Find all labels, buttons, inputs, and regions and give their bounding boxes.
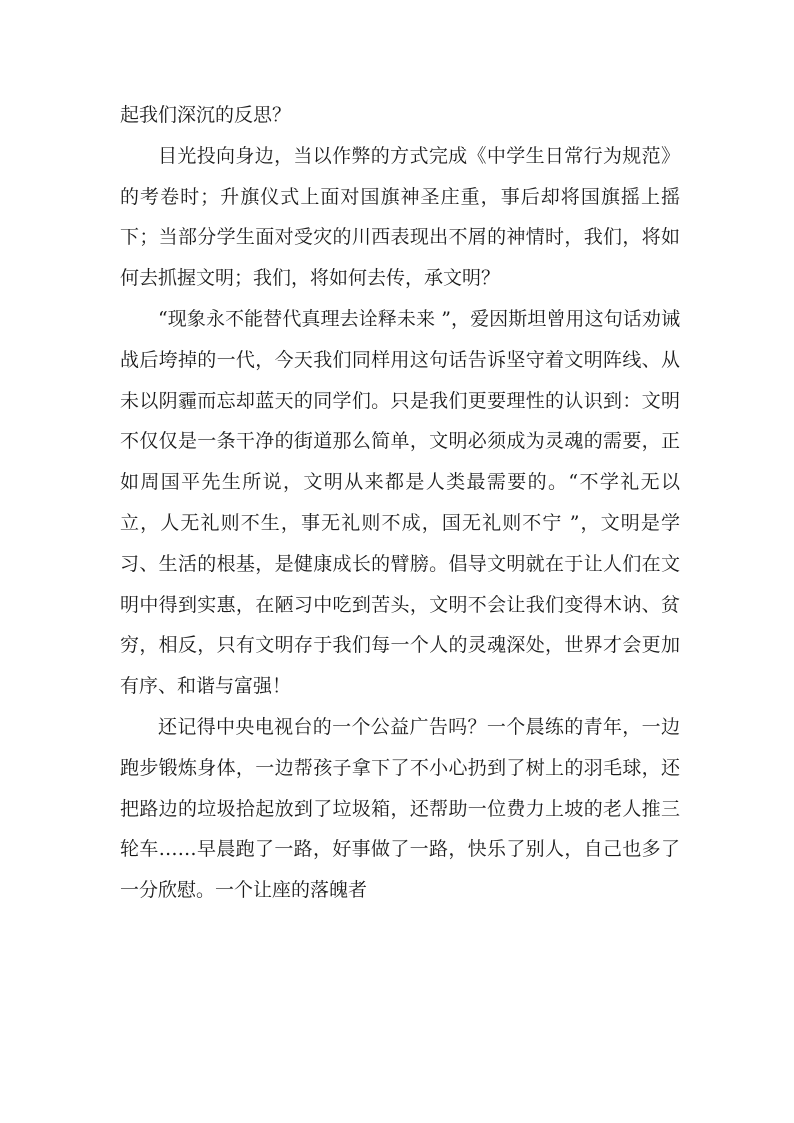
paragraph-campus-behavior: 目光投向身边，当以作弊的方式完成《中学生日常行为规范》的考卷时；升旗仪式上面对国旗神圣庄重，事后却将国旗摇上摇下；当部分学生面对受灾的川西表现出不屑的神情时，我们，将如何去抓握文明；我们，将如何去传，承文明？ <box>120 144 680 290</box>
body-text <box>120 95 680 911</box>
paragraph-continuation: 起我们深沉的反思？ <box>120 104 292 126</box>
paragraph-einstein-quote: “现象永不能替代真理去诠释未来 ”，爱因斯坦曾用这句话劝诫战后垮掉的一代，今天我们同样用这句话告诉坚守着文明阵线、从未以阴霾而忘却蓝天的同学们。只是我们更要理性的认识到：文明不仅仅是一条干净的街道那么简单，文明必须成为灵魂的需要，正如周国平先生所说，文明从来都是人类最需要的。“不学礼无以立，人无礼则不生，事无礼则不成，国无礼则不宁 ”，文明是学习、生活的根基，是健康成长的臂膀。倡导文明就在于让人们在文明中得到实惠，在陋习中吃到苦头，文明不会让我们变得木讷、贫穷，相反，只有文明存于我们每一个人的灵魂深处，世界才会更加有序、和谐与富强！ <box>120 307 680 698</box>
paragraph-cctv-ad: 还记得中央电视台的一个公益广告吗？一个晨练的青年，一边跑步锻炼身体，一边帮孩子拿下了不小心扔到了树上的羽毛球，还把路边的垃圾拾起放到了垃圾箱，还帮助一位费力上坡的老人推三轮车……早晨跑了一路，好事做了一路，快乐了别人，自己也多了一分欣慰。一个让座的落魄者 <box>120 715 680 902</box>
